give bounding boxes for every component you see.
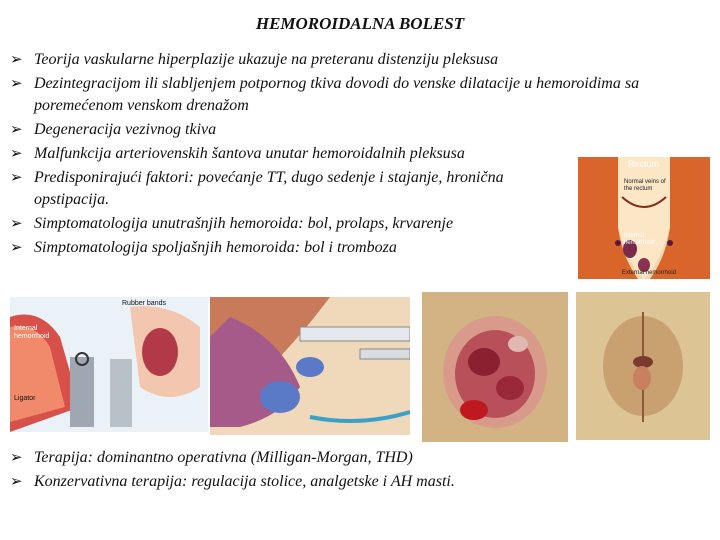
- bullet-item: ➢ Degeneracija vezivnog tkiva: [10, 119, 670, 141]
- bullet-item: ➢ Simptomatologija spoljašnjih hemoroida: bol i tromboza: [10, 237, 670, 259]
- label-rectum: Rectum: [628, 159, 660, 169]
- photo-prolapsed-hemorrhoids: [422, 292, 568, 442]
- bullet-item: ➢ Konzervativna terapija: regulacija stolice, analgetske i AH masti.: [10, 471, 670, 493]
- label-normal-veins: Normal veins of the rectum: [624, 179, 666, 192]
- bullet-item: ➢ Dezintegracijom ili slabljenjem potpornog tkiva dovodi do venske dilatacije u hemoroidima sa poremećenom venskom drenažom: [10, 75, 640, 114]
- bullet-item: ➢ Malfunkcija arteriovenskih šantova unutar hemoroidalnih pleksusa: [10, 143, 594, 165]
- bullet-list-bottom: [10, 447, 670, 495]
- slide-title: HEMOROIDALNA BOLEST: [255, 14, 465, 33]
- arrow-bullet-icon: ➢: [10, 122, 23, 138]
- arrow-bullet-icon: ➢: [10, 240, 23, 256]
- label-banding-internal: Internal hemorrhoid: [14, 325, 50, 340]
- bullet-item: ➢ Terapija: dominantno operativna (Milligan-Morgan, THD): [10, 447, 670, 469]
- arrow-bullet-icon: ➢: [10, 170, 23, 186]
- arrow-bullet-icon: ➢: [10, 146, 23, 162]
- bullet-item: ➢ Predisponirajući faktori: povećanje TT, dugo sedenje i stajanje, hronična opstipacija.: [10, 169, 504, 208]
- arrow-bullet-icon: ➢: [10, 450, 23, 466]
- banding-diagram: [10, 297, 208, 432]
- bullet-item: ➢ Teorija vaskularne hiperplazije ukazuje na preteranu distenziju pleksusa: [10, 49, 670, 71]
- photo-external-hemorrhoid: [576, 292, 710, 440]
- arrow-bullet-icon: ➢: [10, 216, 23, 232]
- label-internal-hemorrhoid: Internal hemorrhoid: [624, 233, 655, 246]
- label-rubber-bands: Rubber bands: [122, 300, 166, 307]
- thd-procedure-illustration: [210, 297, 410, 435]
- bullet-list-top: [10, 49, 670, 261]
- label-ligator: Ligator: [14, 395, 36, 402]
- bullet-item: ➢ Simptomatologija unutrašnjih hemoroida: bol, prolaps, krvarenje: [10, 213, 670, 235]
- arrow-bullet-icon: ➢: [10, 76, 23, 92]
- anatomy-diagram: [578, 157, 710, 279]
- arrow-bullet-icon: ➢: [10, 474, 23, 490]
- label-external-hemorrhoid: External hemorrhoid: [622, 270, 677, 276]
- arrow-bullet-icon: ➢: [10, 52, 23, 68]
